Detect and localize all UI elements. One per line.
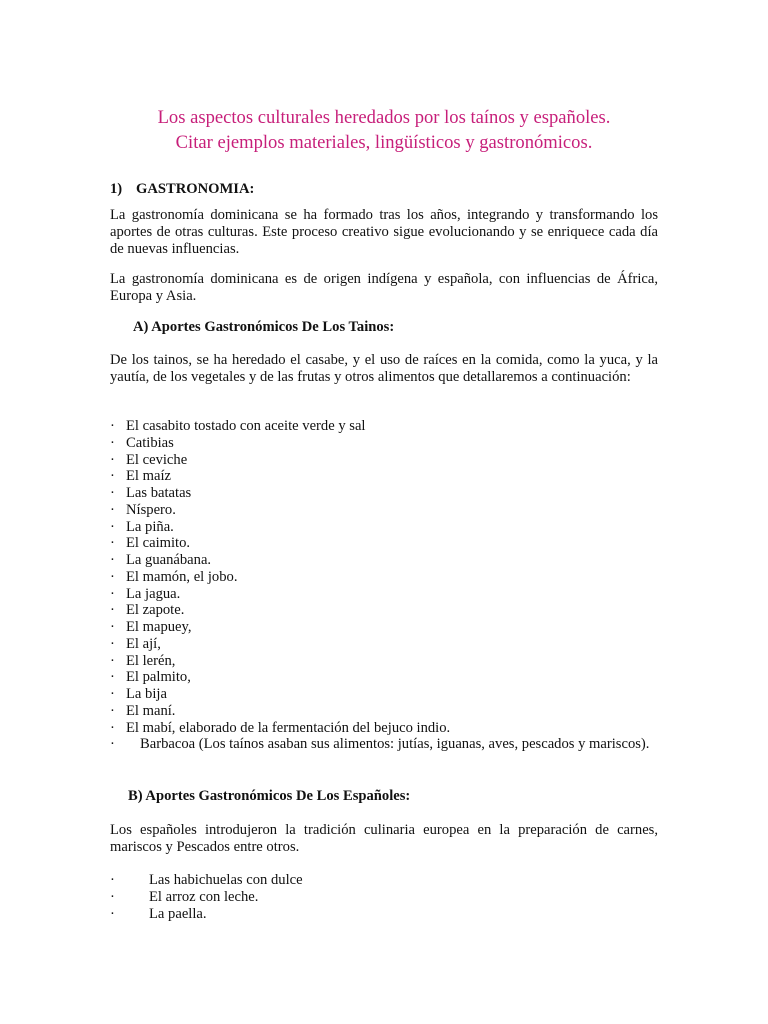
taino-foods-list bbox=[110, 418, 658, 753]
bullet-icon: · bbox=[110, 485, 115, 501]
list-item: · Las habichuelas con dulce bbox=[110, 872, 303, 888]
section-a-heading: A) Aportes Gastronómicos De Los Tainos: bbox=[133, 319, 395, 335]
bullet-icon: · bbox=[110, 518, 115, 535]
bullet-icon: · bbox=[110, 669, 115, 686]
section-1-number: 1) bbox=[110, 181, 123, 197]
list-item: · La bija bbox=[110, 686, 167, 702]
list-item: · Barbacoa (Los taínos asaban sus alimentos: jutías, iguanas, aves, pescados y mariscos). bbox=[110, 736, 650, 753]
list-item: · El casabito tostado con aceite verde y sal bbox=[110, 418, 366, 434]
bullet-icon: · bbox=[110, 535, 115, 552]
list-item: · La jagua. bbox=[110, 585, 181, 602]
bullet-icon: · bbox=[110, 719, 115, 736]
bullet-icon: · bbox=[110, 585, 115, 602]
list-item: · Níspero. bbox=[110, 501, 176, 518]
title-line-2: Citar ejemplos materiales, lingüísticos y gastronómicos. bbox=[175, 132, 593, 153]
section-1-title: GASTRONOMIA: bbox=[136, 181, 255, 197]
bullet-icon: · bbox=[110, 602, 115, 619]
bullet-icon: · bbox=[110, 468, 115, 485]
section-a-intro: De los tainos, se ha heredado el casabe, y el uso de raíces en la comida, como la yuca, y la yautía, de los vegetales y de las frutas y otros alimentos que detallaremos a continuación: bbox=[110, 352, 658, 385]
list-item: · Las batatas bbox=[110, 485, 192, 501]
document-title bbox=[110, 105, 658, 155]
spanish-foods-list bbox=[110, 872, 658, 922]
bullet-icon: · bbox=[110, 736, 115, 753]
section-1-heading bbox=[110, 181, 658, 198]
bullet-icon: · bbox=[110, 905, 115, 922]
section-b-intro: Los españoles introdujeron la tradición culinaria europea en la preparación de carnes, mariscos y Pescados entre otros. bbox=[110, 822, 658, 855]
list-item: · El ají, bbox=[110, 635, 161, 652]
bullet-icon: · bbox=[110, 451, 115, 468]
bullet-icon: · bbox=[110, 872, 115, 888]
bullet-icon: · bbox=[110, 702, 115, 719]
list-item: · El mapuey, bbox=[110, 619, 192, 635]
list-item: · El maíz bbox=[110, 468, 171, 485]
section-1-paragraph-2: La gastronomía dominicana es de origen indígena y española, con influencias de África, Europa y Asia. bbox=[110, 271, 658, 304]
bullet-icon: · bbox=[110, 568, 115, 585]
list-item: · La paella. bbox=[110, 905, 207, 922]
list-item: · El zapote. bbox=[110, 602, 185, 619]
bullet-icon: · bbox=[110, 434, 115, 451]
list-item: · El mamón, el jobo. bbox=[110, 568, 238, 585]
list-item: · El lerén, bbox=[110, 652, 176, 669]
bullet-icon: · bbox=[110, 501, 115, 518]
bullet-icon: · bbox=[110, 652, 115, 669]
bullet-icon: · bbox=[110, 418, 115, 434]
list-item: · La guanábana. bbox=[110, 552, 212, 568]
document-page bbox=[110, 0, 658, 1024]
bullet-icon: · bbox=[110, 552, 115, 568]
bullet-icon: · bbox=[110, 686, 115, 702]
section-b-heading: B) Aportes Gastronómicos De Los Españoles: bbox=[128, 788, 411, 804]
bullet-icon: · bbox=[110, 888, 115, 905]
list-item: · El ceviche bbox=[110, 451, 188, 468]
list-item: · El mabí, elaborado de la fermentación del bejuco indio. bbox=[110, 719, 451, 736]
list-item: · El maní. bbox=[110, 702, 176, 719]
bullet-icon: · bbox=[110, 619, 115, 635]
list-item: · La piña. bbox=[110, 518, 174, 535]
list-item: · El caimito. bbox=[110, 535, 191, 552]
section-1-paragraph-1: La gastronomía dominicana se ha formado tras los años, integrando y transformando los aportes de otras culturas. Este proceso creativo sigue evolucionando y se enriquece cada día de nuevas influencias. bbox=[110, 207, 658, 257]
title-line-1: Los aspectos culturales heredados por los taínos y españoles. bbox=[157, 107, 611, 128]
list-item: · El arroz con leche. bbox=[110, 888, 259, 905]
bullet-icon: · bbox=[110, 635, 115, 652]
list-item: · El palmito, bbox=[110, 669, 191, 686]
list-item: · Catibias bbox=[110, 434, 174, 451]
